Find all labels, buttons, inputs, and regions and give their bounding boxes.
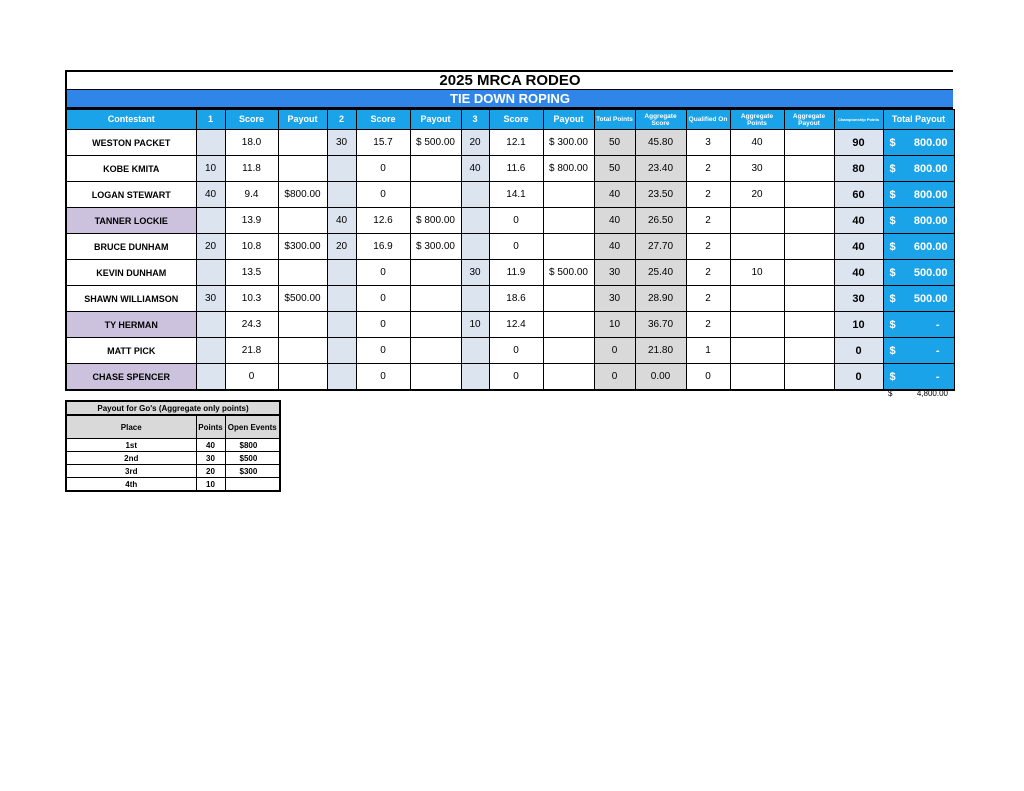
col-header-go3-points: 3 <box>461 110 489 130</box>
go3-score: 12.4 <box>489 312 543 338</box>
contestant-name: CHASE SPENCER <box>66 364 196 391</box>
aggregate-score: 45.80 <box>635 130 686 156</box>
championship-points: 40 <box>834 260 883 286</box>
go3-payout <box>543 338 594 364</box>
aggregate-payout <box>784 234 834 260</box>
total-payout-value: 800.00 <box>913 162 948 175</box>
payout-row <box>66 452 280 465</box>
go2-score: 16.9 <box>356 234 410 260</box>
aggregate-points <box>730 208 784 234</box>
go3-points <box>461 182 489 208</box>
total-payout <box>883 312 954 338</box>
go1-points <box>196 338 225 364</box>
go2-points <box>327 156 356 182</box>
go2-score: 0 <box>356 156 410 182</box>
go1-score: 18.0 <box>225 130 278 156</box>
aggregate-score: 23.40 <box>635 156 686 182</box>
go1-points: 40 <box>196 182 225 208</box>
qualified-on: 2 <box>686 156 730 182</box>
go1-score: 10.8 <box>225 234 278 260</box>
payout-header-points: Points <box>196 415 225 439</box>
qualified-on: 3 <box>686 130 730 156</box>
go2-payout <box>410 338 461 364</box>
contestant-name: WESTON PACKET <box>66 130 196 156</box>
qualified-on: 2 <box>686 286 730 312</box>
total-points: 40 <box>594 208 635 234</box>
payout-points: 10 <box>196 478 225 492</box>
aggregate-payout <box>784 130 834 156</box>
payout-table-title-row <box>66 401 280 415</box>
payout-open-events <box>225 478 280 492</box>
go2-payout <box>410 364 461 391</box>
payout-header-place: Place <box>66 415 196 439</box>
go1-score: 11.8 <box>225 156 278 182</box>
payout-open-events: $300 <box>225 465 280 478</box>
go3-score: 0 <box>489 208 543 234</box>
payout-points: 20 <box>196 465 225 478</box>
championship-points: 0 <box>834 338 883 364</box>
table-row <box>66 130 954 156</box>
championship-points: 30 <box>834 286 883 312</box>
aggregate-points <box>730 364 784 391</box>
col-header-go2-payout: Payout <box>410 110 461 130</box>
total-payout-value: 500.00 <box>913 292 948 305</box>
go3-payout: $ 300.00 <box>543 130 594 156</box>
go1-payout: $500.00 <box>278 286 327 312</box>
championship-points: 10 <box>834 312 883 338</box>
go1-payout <box>278 260 327 286</box>
go2-score: 0 <box>356 182 410 208</box>
sheet-title: 2025 MRCA RODEO <box>65 70 953 90</box>
go3-score: 11.6 <box>489 156 543 182</box>
payout-place: 3rd <box>66 465 196 478</box>
go2-payout <box>410 286 461 312</box>
go3-points: 30 <box>461 260 489 286</box>
total-points: 40 <box>594 182 635 208</box>
col-header-aggregate-points: Aggregate Points <box>730 110 784 130</box>
total-points: 10 <box>594 312 635 338</box>
go1-score: 21.8 <box>225 338 278 364</box>
total-payout-currency: $ <box>889 292 896 305</box>
contestant-name: KOBE KMITA <box>66 156 196 182</box>
total-payout <box>883 286 954 312</box>
total-payout-value: - <box>935 344 940 357</box>
total-payout-value: - <box>935 370 940 383</box>
total-payout <box>883 182 954 208</box>
championship-points: 40 <box>834 234 883 260</box>
col-header-go1-payout: Payout <box>278 110 327 130</box>
go3-score: 12.1 <box>489 130 543 156</box>
go1-payout <box>278 338 327 364</box>
go3-payout <box>543 234 594 260</box>
go1-payout <box>278 312 327 338</box>
go1-payout: $300.00 <box>278 234 327 260</box>
payout-header-open-events: Open Events <box>225 415 280 439</box>
aggregate-score: 23.50 <box>635 182 686 208</box>
qualified-on: 2 <box>686 208 730 234</box>
go1-score: 13.9 <box>225 208 278 234</box>
go2-score: 12.6 <box>356 208 410 234</box>
go1-points <box>196 130 225 156</box>
go1-payout <box>278 208 327 234</box>
col-header-aggregate-score: Aggregate Score <box>635 110 686 130</box>
championship-points: 60 <box>834 182 883 208</box>
aggregate-points <box>730 234 784 260</box>
contestant-name: KEVIN DUNHAM <box>66 260 196 286</box>
total-payout <box>883 338 954 364</box>
total-payout <box>883 156 954 182</box>
go2-payout <box>410 156 461 182</box>
aggregate-score: 26.50 <box>635 208 686 234</box>
col-header-go1-score: Score <box>225 110 278 130</box>
aggregate-points <box>730 338 784 364</box>
aggregate-points <box>730 312 784 338</box>
payout-row <box>66 465 280 478</box>
go1-points: 10 <box>196 156 225 182</box>
go1-points <box>196 364 225 391</box>
payout-table-header-row <box>66 415 280 439</box>
table-row <box>66 182 954 208</box>
payout-open-events: $500 <box>225 452 280 465</box>
aggregate-payout <box>784 208 834 234</box>
total-payout-value: 800.00 <box>913 188 948 201</box>
total-points: 40 <box>594 234 635 260</box>
contestant-name: BRUCE DUNHAM <box>66 234 196 260</box>
go3-points <box>461 234 489 260</box>
results-table <box>65 109 955 391</box>
go3-points <box>461 208 489 234</box>
total-payout-value: 800.00 <box>913 214 948 227</box>
aggregate-score: 0.00 <box>635 364 686 391</box>
total-payout-value: - <box>935 318 940 331</box>
contestant-name: TANNER LOCKIE <box>66 208 196 234</box>
grand-total-currency: $ <box>888 389 893 398</box>
total-points: 50 <box>594 156 635 182</box>
go1-points <box>196 208 225 234</box>
total-points: 0 <box>594 364 635 391</box>
go3-points: 40 <box>461 156 489 182</box>
go3-payout: $ 800.00 <box>543 156 594 182</box>
go2-points <box>327 260 356 286</box>
go3-score: 18.6 <box>489 286 543 312</box>
table-row <box>66 364 954 391</box>
go2-payout <box>410 312 461 338</box>
aggregate-payout <box>784 156 834 182</box>
go3-points <box>461 364 489 391</box>
col-header-qualified-on: Qualified On <box>686 110 730 130</box>
go3-points <box>461 338 489 364</box>
go3-payout: $ 500.00 <box>543 260 594 286</box>
go3-payout <box>543 208 594 234</box>
event-subtitle: TIE DOWN ROPING <box>65 90 953 109</box>
championship-points: 90 <box>834 130 883 156</box>
go1-score: 13.5 <box>225 260 278 286</box>
go2-payout: $ 500.00 <box>410 130 461 156</box>
total-payout-currency: $ <box>889 214 896 227</box>
col-header-go1-points: 1 <box>196 110 225 130</box>
aggregate-score: 36.70 <box>635 312 686 338</box>
payout-table-title: Payout for Go's (Aggregate only points) <box>66 401 280 415</box>
aggregate-score: 25.40 <box>635 260 686 286</box>
total-points: 30 <box>594 260 635 286</box>
go2-points: 40 <box>327 208 356 234</box>
go1-points: 20 <box>196 234 225 260</box>
championship-points: 40 <box>834 208 883 234</box>
qualified-on: 2 <box>686 234 730 260</box>
aggregate-payout <box>784 260 834 286</box>
go3-score: 0 <box>489 338 543 364</box>
go2-score: 0 <box>356 364 410 391</box>
aggregate-points: 10 <box>730 260 784 286</box>
go2-payout: $ 300.00 <box>410 234 461 260</box>
col-header-go3-payout: Payout <box>543 110 594 130</box>
col-header-total-payout: Total Payout <box>883 110 954 130</box>
qualified-on: 1 <box>686 338 730 364</box>
col-header-championship-points: Championship Points <box>834 110 883 130</box>
aggregate-points: 40 <box>730 130 784 156</box>
payout-open-events: $800 <box>225 439 280 452</box>
go2-points: 30 <box>327 130 356 156</box>
go2-points <box>327 182 356 208</box>
total-payout-currency: $ <box>889 266 896 279</box>
qualified-on: 0 <box>686 364 730 391</box>
go3-score: 0 <box>489 364 543 391</box>
grand-total-value: 4,800.00 <box>916 389 948 398</box>
go3-payout <box>543 312 594 338</box>
go3-payout <box>543 286 594 312</box>
go1-score: 9.4 <box>225 182 278 208</box>
go2-points <box>327 364 356 391</box>
go2-points <box>327 286 356 312</box>
table-row <box>66 156 954 182</box>
aggregate-score: 28.90 <box>635 286 686 312</box>
payout-place: 2nd <box>66 452 196 465</box>
go2-points: 20 <box>327 234 356 260</box>
go2-score: 0 <box>356 338 410 364</box>
go2-points <box>327 338 356 364</box>
go1-points: 30 <box>196 286 225 312</box>
total-payout-currency: $ <box>889 370 896 383</box>
go1-payout <box>278 156 327 182</box>
go2-score: 0 <box>356 312 410 338</box>
total-payout-currency: $ <box>889 240 896 253</box>
go1-payout <box>278 364 327 391</box>
total-points: 0 <box>594 338 635 364</box>
col-header-contestant: Contestant <box>66 110 196 130</box>
payout-table <box>65 400 281 492</box>
go3-score: 14.1 <box>489 182 543 208</box>
table-row <box>66 312 954 338</box>
championship-points: 0 <box>834 364 883 391</box>
go1-payout <box>278 130 327 156</box>
total-points: 50 <box>594 130 635 156</box>
payout-points: 30 <box>196 452 225 465</box>
table-row <box>66 234 954 260</box>
payout-place: 4th <box>66 478 196 492</box>
total-payout-currency: $ <box>889 162 896 175</box>
go1-score: 10.3 <box>225 286 278 312</box>
payout-place: 1st <box>66 439 196 452</box>
total-payout-currency: $ <box>889 344 896 357</box>
aggregate-payout <box>784 364 834 391</box>
go2-payout: $ 800.00 <box>410 208 461 234</box>
table-row <box>66 338 954 364</box>
go2-points <box>327 312 356 338</box>
total-points: 30 <box>594 286 635 312</box>
aggregate-payout <box>784 312 834 338</box>
total-payout-value: 800.00 <box>913 136 948 149</box>
total-payout <box>883 260 954 286</box>
col-header-total-points: Total Points <box>594 110 635 130</box>
total-payout <box>883 130 954 156</box>
go3-points: 20 <box>461 130 489 156</box>
total-payout <box>883 234 954 260</box>
go2-score: 0 <box>356 260 410 286</box>
qualified-on: 2 <box>686 312 730 338</box>
contestant-name: TY HERMAN <box>66 312 196 338</box>
payout-row <box>66 478 280 492</box>
col-header-go2-score: Score <box>356 110 410 130</box>
results-sheet <box>65 70 953 391</box>
total-payout-currency: $ <box>889 318 896 331</box>
go1-score: 0 <box>225 364 278 391</box>
go3-payout <box>543 364 594 391</box>
go3-payout <box>543 182 594 208</box>
total-payout-currency: $ <box>889 136 896 149</box>
total-payout-value: 500.00 <box>913 266 948 279</box>
championship-points: 80 <box>834 156 883 182</box>
contestant-name: SHAWN WILLIAMSON <box>66 286 196 312</box>
go3-score: 11.9 <box>489 260 543 286</box>
go1-points <box>196 260 225 286</box>
col-header-aggregate-payout: Aggregate Payout <box>784 110 834 130</box>
aggregate-score: 21.80 <box>635 338 686 364</box>
contestant-name: MATT PICK <box>66 338 196 364</box>
aggregate-points: 20 <box>730 182 784 208</box>
go2-score: 15.7 <box>356 130 410 156</box>
total-payout <box>883 364 954 391</box>
payout-row <box>66 439 280 452</box>
total-payout <box>883 208 954 234</box>
aggregate-points <box>730 286 784 312</box>
go1-score: 24.3 <box>225 312 278 338</box>
go1-points <box>196 312 225 338</box>
col-header-go2-points: 2 <box>327 110 356 130</box>
aggregate-payout <box>784 338 834 364</box>
aggregate-payout <box>784 182 834 208</box>
total-payout-currency: $ <box>889 188 896 201</box>
aggregate-score: 27.70 <box>635 234 686 260</box>
go3-score: 0 <box>489 234 543 260</box>
aggregate-points: 30 <box>730 156 784 182</box>
go1-payout: $800.00 <box>278 182 327 208</box>
table-row <box>66 286 954 312</box>
col-header-go3-score: Score <box>489 110 543 130</box>
payout-points: 40 <box>196 439 225 452</box>
go3-points <box>461 286 489 312</box>
qualified-on: 2 <box>686 260 730 286</box>
go2-payout <box>410 260 461 286</box>
go2-score: 0 <box>356 286 410 312</box>
table-row <box>66 208 954 234</box>
total-payout-value: 600.00 <box>913 240 948 253</box>
aggregate-payout <box>784 286 834 312</box>
header-row <box>66 110 954 130</box>
go2-payout <box>410 182 461 208</box>
qualified-on: 2 <box>686 182 730 208</box>
table-row <box>66 260 954 286</box>
go3-points: 10 <box>461 312 489 338</box>
contestant-name: LOGAN STEWART <box>66 182 196 208</box>
